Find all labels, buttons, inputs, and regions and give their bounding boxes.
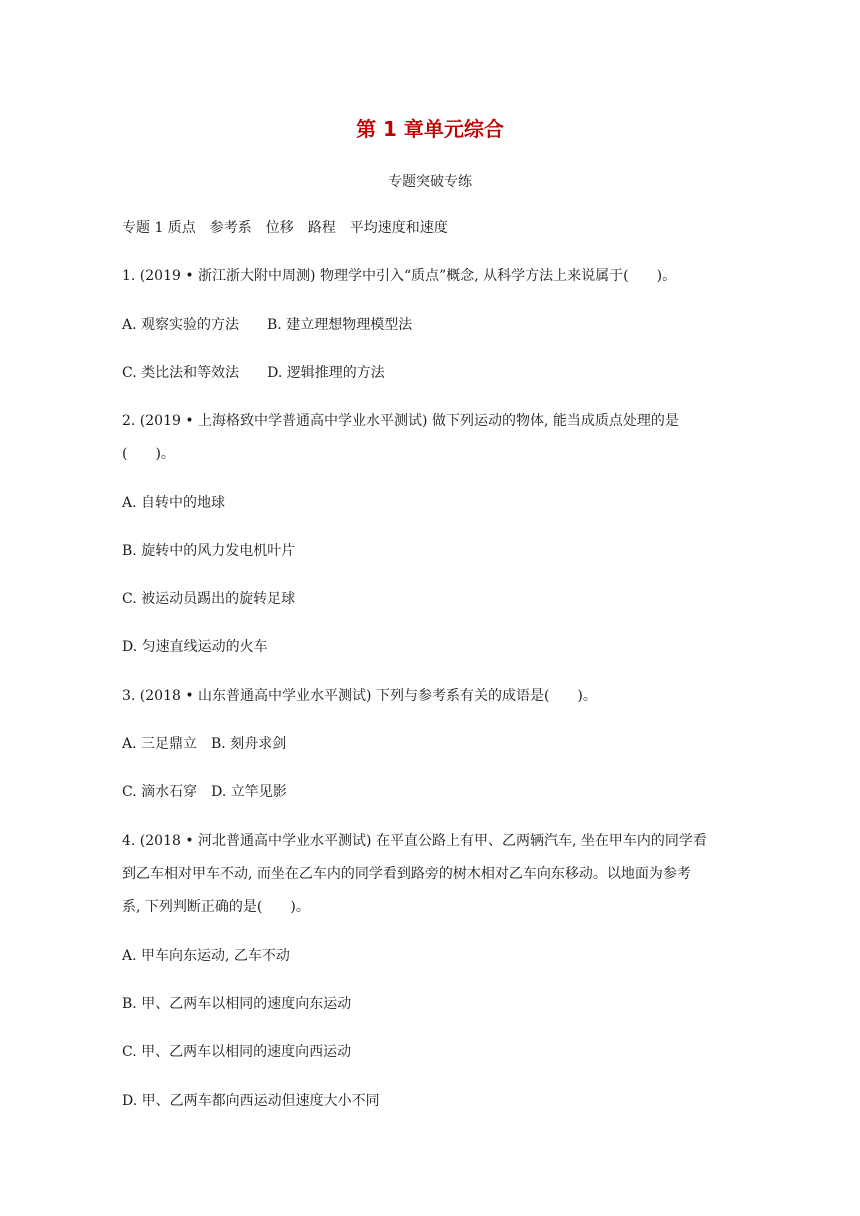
page-subtitle: 专题突破专练 xyxy=(388,174,472,190)
question-1-stem: 1. (2019 • 浙江浙大附中周测) 物理学中引入“质点”概念, 从科学方法上来说属于( )。 xyxy=(122,268,677,284)
page-title: 第 1 章单元综合 xyxy=(356,117,504,141)
question-4-stem-line-1: 4. (2018 • 河北普通高中学业水平测试) 在平直公路上有甲、乙两辆汽车, 坐在甲车内的同学看 xyxy=(122,833,707,849)
question-3-options-ab: A. 三足鼎立 B. 刻舟求剑 xyxy=(122,736,287,752)
question-4-option-a: A. 甲车向东运动, 乙车不动 xyxy=(122,948,290,964)
question-4-stem-line-2: 到乙车相对甲车不动, 而坐在乙车内的同学看到路旁的树木相对乙车向东移动。以地面为参考 xyxy=(122,866,691,882)
question-2-option-d: D. 匀速直线运动的火车 xyxy=(122,639,268,655)
question-4-option-c: C. 甲、乙两车以相同的速度向西运动 xyxy=(122,1044,352,1060)
question-1-options-cd: C. 类比法和等效法 D. 逻辑推理的方法 xyxy=(122,365,385,381)
question-4-stem-line-3: 系, 下列判断正确的是( )。 xyxy=(122,899,310,915)
question-2-stem-line-1: 2. (2019 • 上海格致中学普通高中学业水平测试) 做下列运动的物体, 能当成质点处理的是 xyxy=(122,413,679,429)
question-3-options-cd: C. 滴水石穿 D. 立竿见影 xyxy=(122,784,287,800)
question-4-option-b: B. 甲、乙两车以相同的速度向东运动 xyxy=(122,996,352,1012)
question-2-stem-line-2: ( )。 xyxy=(122,446,175,462)
section-heading: 专题 1 质点 参考系 位移 路程 平均速度和速度 xyxy=(122,220,448,236)
question-3-stem: 3. (2018 • 山东普通高中学业水平测试) 下列与参考系有关的成语是( )。 xyxy=(122,688,597,704)
question-4-option-d: D. 甲、乙两车都向西运动但速度大小不同 xyxy=(122,1093,380,1109)
question-1-options-ab: A. 观察实验的方法 B. 建立理想物理模型法 xyxy=(122,317,413,333)
question-2-option-c: C. 被运动员踢出的旋转足球 xyxy=(122,591,296,607)
question-2-option-b: B. 旋转中的风力发电机叶片 xyxy=(122,543,296,559)
question-2-option-a: A. 自转中的地球 xyxy=(122,495,226,511)
